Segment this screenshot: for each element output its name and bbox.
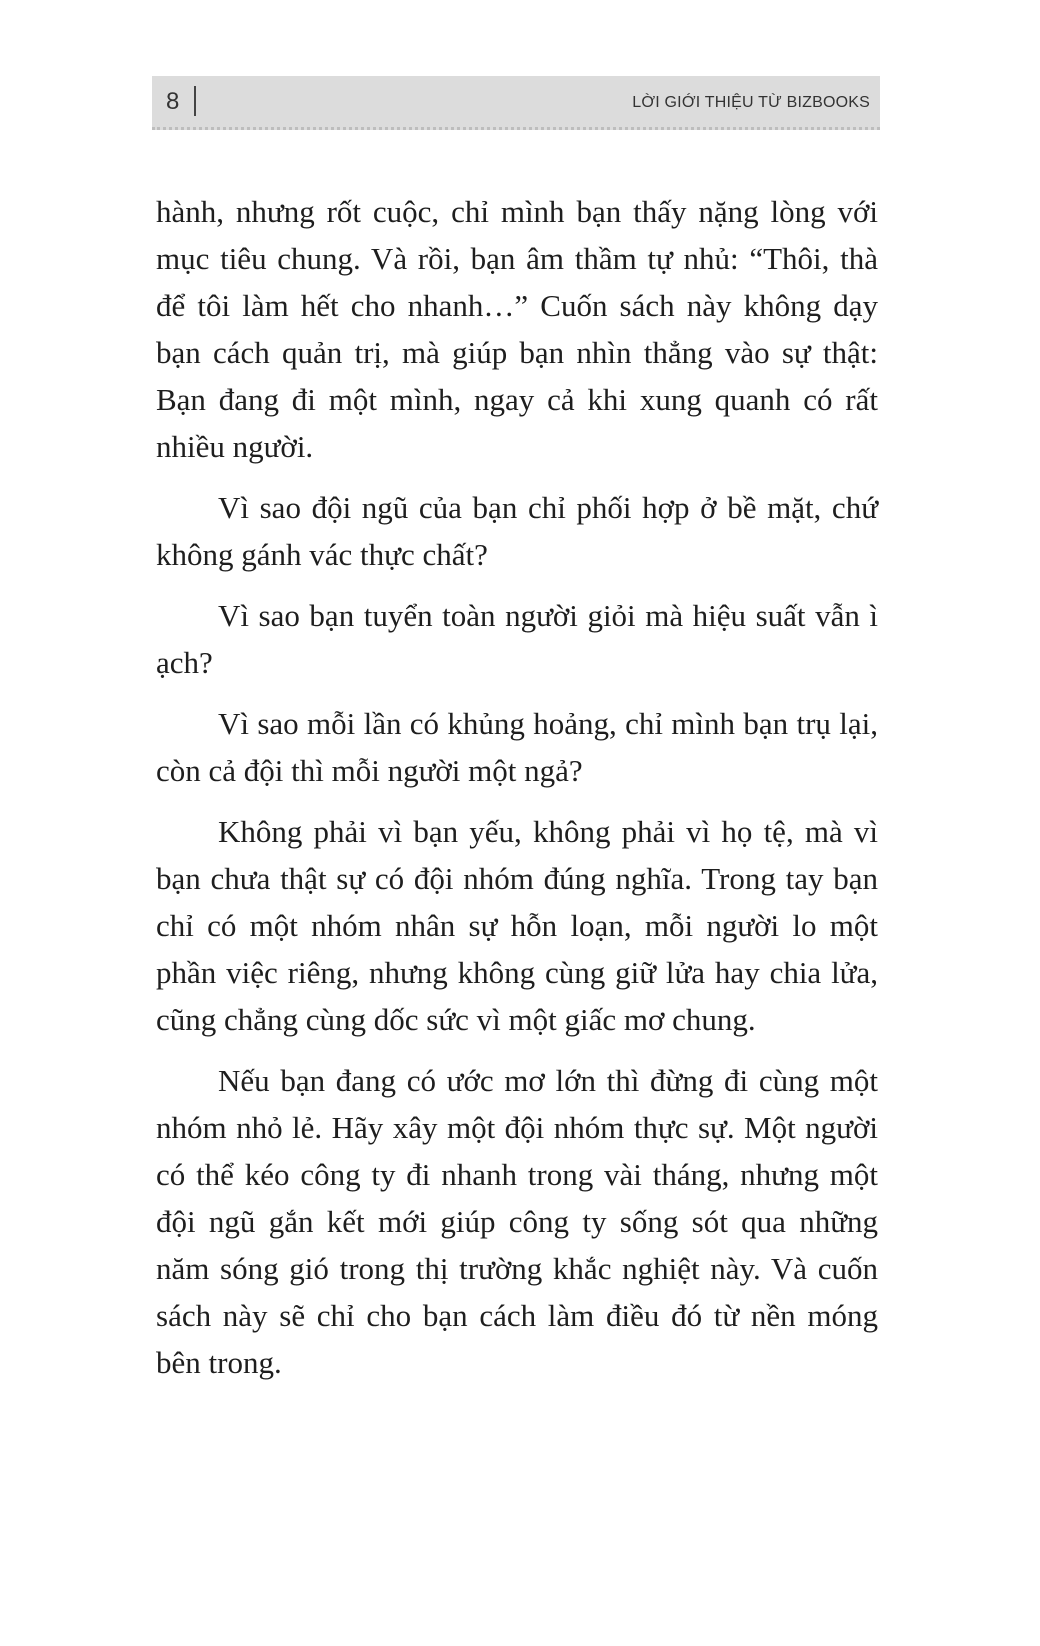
paragraph: Vì sao mỗi lần có khủng hoảng, chỉ mình bạn trụ lại, còn cả đội thì mỗi người một ngả? (156, 706, 878, 788)
paragraph: Vì sao đội ngũ của bạn chỉ phối hợp ở bề mặt, chứ không gánh vác thực chất? (156, 490, 878, 572)
page-header (152, 76, 880, 130)
paragraph: Nếu bạn đang có ước mơ lớn thì đừng đi cùng một nhóm nhỏ lẻ. Hãy xây một đội nhóm thực sự. Một người có thể kéo công ty đi nhanh trong vài tháng, nhưng một đội ngũ gắn kết mới giúp công ty sống sót qua những năm sóng gió trong thị trường khắc nghiệt này. Và cuốn sách này sẽ chỉ cho bạn cách làm điều đó từ nền móng bên trong. (156, 1063, 878, 1380)
header-divider (194, 86, 196, 116)
body-text (156, 188, 878, 1400)
page-number: 8 (166, 88, 180, 115)
paragraph: Không phải vì bạn yếu, không phải vì họ tệ, mà vì bạn chưa thật sự có đội nhóm đúng nghĩa. Trong tay bạn chỉ có một nhóm nhân sự hỗn loạn, mỗi người lo một phần việc riêng, nhưng không cùng giữ lửa hay chia lửa, cũng chẳng cùng dốc sức vì một giấc mơ chung. (156, 814, 878, 1037)
paragraph: hành, nhưng rốt cuộc, chỉ mình bạn thấy nặng lòng với mục tiêu chung. Và rồi, bạn âm thầm tự nhủ: “Thôi, thà để tôi làm hết cho nhanh…” Cuốn sách này không dạy bạn cách quản trị, mà giúp bạn nhìn thẳng vào sự thật: Bạn đang đi một mình, ngay cả khi xung quanh có rất nhiều người. (156, 194, 878, 464)
running-head: LỜI GIỚI THIỆU TỪ BIZBOOKS (632, 94, 870, 111)
paragraph: Vì sao bạn tuyển toàn người giỏi mà hiệu suất vẫn ì ạch? (156, 598, 878, 680)
